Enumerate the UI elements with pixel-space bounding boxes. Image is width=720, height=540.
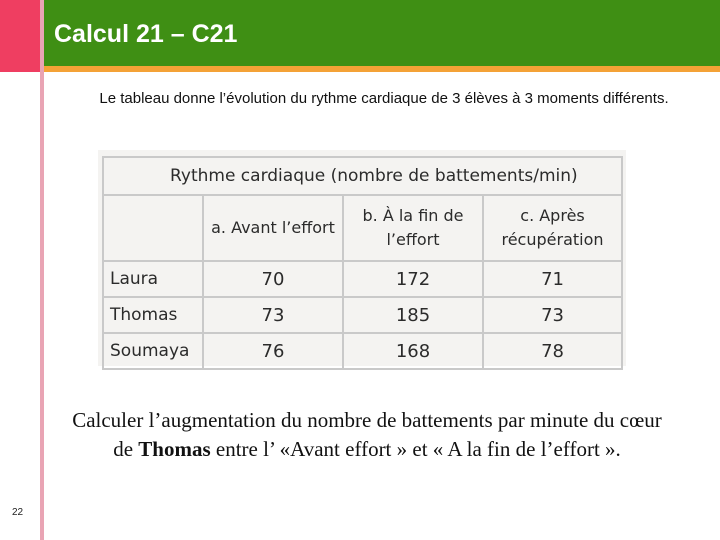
- table-row: [103, 333, 622, 369]
- row-name: Thomas: [103, 297, 203, 333]
- table-cell: 168: [343, 333, 483, 369]
- table-cell: 76: [203, 333, 343, 369]
- table-row: [103, 297, 622, 333]
- table-cell: 70: [203, 261, 343, 297]
- side-stripe: [40, 0, 44, 540]
- page-number: 22: [12, 507, 24, 518]
- question-text: [62, 406, 672, 464]
- question-name-bold: Thomas: [138, 437, 211, 461]
- table-cell: 185: [343, 297, 483, 333]
- intro-text: Le tableau donne l’évolution du rythme cardiaque de 3 élèves à 3 moments différents.: [99, 90, 669, 107]
- table-cell: 73: [483, 297, 622, 333]
- table-cell: 73: [203, 297, 343, 333]
- column-header-recovery: c. Après récupération: [483, 195, 622, 261]
- row-name: Soumaya: [103, 333, 203, 369]
- column-header-before: a. Avant l’effort: [203, 195, 343, 261]
- side-accent-bar: [0, 0, 42, 72]
- title-underline: [44, 66, 720, 72]
- heart-rate-table: [102, 156, 623, 370]
- column-header-end: b. À la fin de l’effort: [343, 195, 483, 261]
- column-header-empty: [103, 195, 203, 261]
- slide-title: Calcul 21 – C21: [54, 20, 238, 48]
- table-cell: 172: [343, 261, 483, 297]
- table-row: [103, 261, 622, 297]
- table-cell: 78: [483, 333, 622, 369]
- table-cell: 71: [483, 261, 622, 297]
- question-part-1: Calculer l’augmentation du nombre de battements par minute du cœur de: [72, 408, 662, 461]
- row-name: Laura: [103, 261, 203, 297]
- question-part-2: entre l’ «Avant effort » et « A la fin de l’effort ».: [210, 437, 621, 461]
- table-caption: Rythme cardiaque (nombre de battements/min): [103, 157, 622, 195]
